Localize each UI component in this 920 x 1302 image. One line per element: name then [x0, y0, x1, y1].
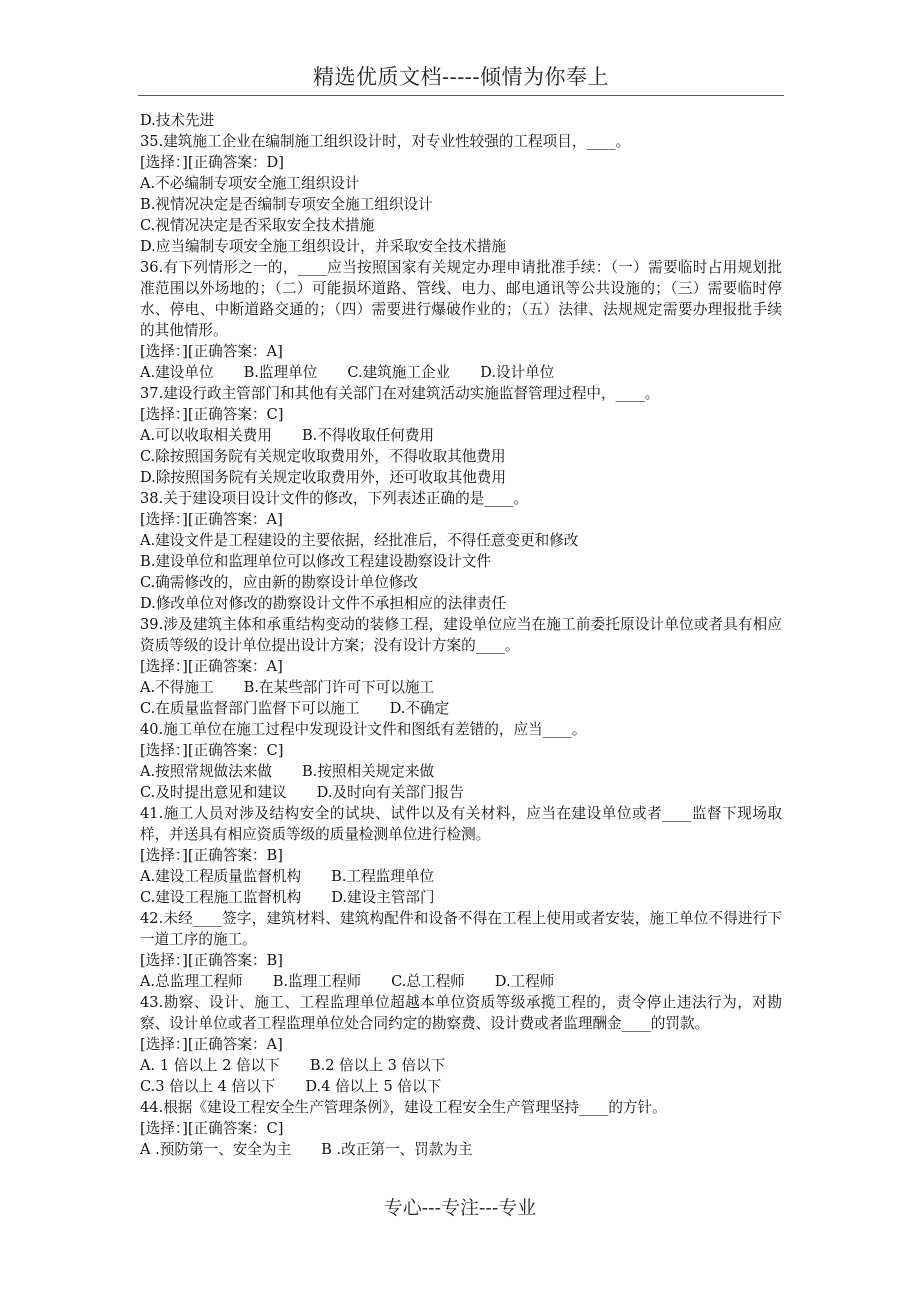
question-38: 38.关于建设项目设计文件的修改，下列表述正确的是____。	[140, 490, 529, 507]
option-c: C.及时提出意见和建议	[140, 784, 287, 801]
answer-38: [选择：][正确答案：A]	[140, 511, 283, 528]
answer-41: [选择：][正确答案：B]	[140, 847, 283, 864]
option-b: B.监理单位	[243, 364, 318, 381]
question-43: 43.勘察、设计、施工、工程监理单位超越本单位资质等级承揽工程的，责令停止违法行为，对勘察、设计单位或者工程监理单位处合同约定的勘察费、设计费或者监理酬金____的罚款。	[140, 994, 782, 1032]
option-a: A. 1 倍以上 2 倍以下	[140, 1057, 280, 1074]
option-line: D.技术先进	[140, 112, 215, 129]
page-footer: 专心---专注---专业	[383, 1197, 537, 1219]
option-a: A .预防第一、安全为主	[140, 1141, 292, 1158]
options-row	[140, 866, 782, 887]
option-d: D.工程师	[494, 973, 555, 990]
option-a: A.建设工程质量监督机构	[140, 868, 302, 885]
question-35: 35.建筑施工企业在编制施工组织设计时，对专业性较强的工程项目，____。	[140, 133, 631, 150]
option-c: C.在质量监督部门监督下可以施工	[140, 700, 360, 717]
question-40: 40.施工单位在施工过程中发现设计文件和图纸有差错的，应当____。	[140, 721, 587, 738]
header-divider	[138, 95, 784, 96]
option-d: D.设计单位	[480, 364, 555, 381]
option-b: B.2 倍以上 3 倍以下	[309, 1057, 446, 1074]
option-b: B.按照相关规定来做	[301, 763, 435, 780]
answer-44: [选择：][正确答案：C]	[140, 1120, 284, 1137]
options-row	[140, 677, 782, 698]
option-line: C.视情况决定是否采取安全技术措施	[140, 217, 375, 234]
options-row	[140, 698, 782, 719]
options-row	[140, 362, 782, 383]
options-row	[140, 761, 782, 782]
answer-39: [选择：][正确答案：A]	[140, 658, 283, 675]
option-a: A.不得施工	[140, 679, 214, 696]
options-row	[140, 782, 782, 803]
option-b: B.工程监理单位	[331, 868, 435, 885]
answer-37: [选择：][正确答案：C]	[140, 406, 284, 423]
option-a: A.建设单位	[140, 364, 214, 381]
option-a: A.按照常规做法来做	[140, 763, 272, 780]
option-line: D.修改单位对修改的勘察设计文件不承担相应的法律责任	[140, 595, 507, 612]
option-line: B.建设单位和监理单位可以修改工程建设勘察设计文件	[140, 553, 492, 570]
question-41: 41.施工人员对涉及结构安全的试块、试件以及有关材料，应当在建设单位或者____监督下现场取样，并送具有相应资质等级的质量检测单位进行检测。	[140, 805, 782, 843]
option-b: B.监理工程师	[272, 973, 362, 990]
answer-42: [选择：][正确答案：B]	[140, 952, 283, 969]
answer-43: [选择：][正确答案：A]	[140, 1036, 283, 1053]
option-line: D.应当编制专项安全施工组织设计，并采取安全技术措施	[140, 238, 507, 255]
option-a: A.可以收取相关费用	[140, 427, 272, 444]
option-b: B.不得收取任何费用	[301, 427, 435, 444]
option-d: D.4 倍以上 5 倍以下	[305, 1078, 442, 1095]
answer-35: [选择：][正确答案：D]	[140, 154, 284, 171]
question-42: 42.未经____签字，建筑材料、建筑构配件和设备不得在工程上使用或者安装，施工单位不得进行下一道工序的施工。	[140, 910, 782, 948]
option-c: C.3 倍以上 4 倍以下	[140, 1078, 276, 1095]
option-d: D.及时向有关部门报告	[316, 784, 464, 801]
options-row	[140, 1055, 782, 1076]
option-line: C.确需修改的，应由新的勘察设计单位修改	[140, 574, 418, 591]
option-c: C.建设工程施工监督机构	[140, 889, 302, 906]
option-a: A.总监理工程师	[140, 973, 243, 990]
option-c: C.总工程师	[391, 973, 465, 990]
option-c: C.建筑施工企业	[347, 364, 451, 381]
option-d: D.建设主管部门	[331, 889, 435, 906]
question-37: 37.建设行政主管部门和其他有关部门在对建筑活动实施监督管理过程中，____。	[140, 385, 660, 402]
option-line: A.不必编制专项安全施工组织设计	[140, 175, 360, 192]
question-44: 44.根据《建设工程安全生产管理条例》，建设工程安全生产管理坚持____的方针。	[140, 1099, 667, 1116]
page-header-title: 精选优质文档-----倾情为你奉上	[313, 65, 609, 89]
question-36: 36.有下列情形之一的，____应当按照国家有关规定办理申请批准手续：（一）需要临时占用规划批准范围以外场地的；（二）可能损坏道路、管线、电力、邮电通讯等公共设施的；（三）需要临时停水、停电、中断道路交通的；（四）需要进行爆破作业的；（五）法律、法规规定需要办理报批手续的其他情形。	[140, 259, 782, 339]
option-line: D.除按照国务院有关规定收取费用外，还可收取其他费用	[140, 469, 507, 486]
option-d: D.不确定	[389, 700, 450, 717]
option-line: C.除按照国务院有关规定收取费用外，不得收取其他费用	[140, 448, 506, 465]
option-line: A.建设文件是工程建设的主要依据，经批准后，不得任意变更和修改	[140, 532, 579, 549]
option-b: B .改正第一、罚款为主	[321, 1141, 473, 1158]
answer-36: [选择：][正确答案：A]	[140, 343, 283, 360]
options-row	[140, 887, 782, 908]
options-row	[140, 1076, 782, 1097]
options-row	[140, 971, 782, 992]
options-row	[140, 425, 782, 446]
document-body	[140, 110, 782, 1160]
option-line: B.视情况决定是否编制专项安全施工组织设计	[140, 196, 433, 213]
answer-40: [选择：][正确答案：C]	[140, 742, 284, 759]
question-39: 39.涉及建筑主体和承重结构变动的装修工程，建设单位应当在施工前委托原设计单位或者具有相应资质等级的设计单位提出设计方案；没有设计方案的____。	[140, 616, 782, 654]
option-b: B.在某些部门许可下可以施工	[243, 679, 435, 696]
options-row	[140, 1139, 782, 1160]
